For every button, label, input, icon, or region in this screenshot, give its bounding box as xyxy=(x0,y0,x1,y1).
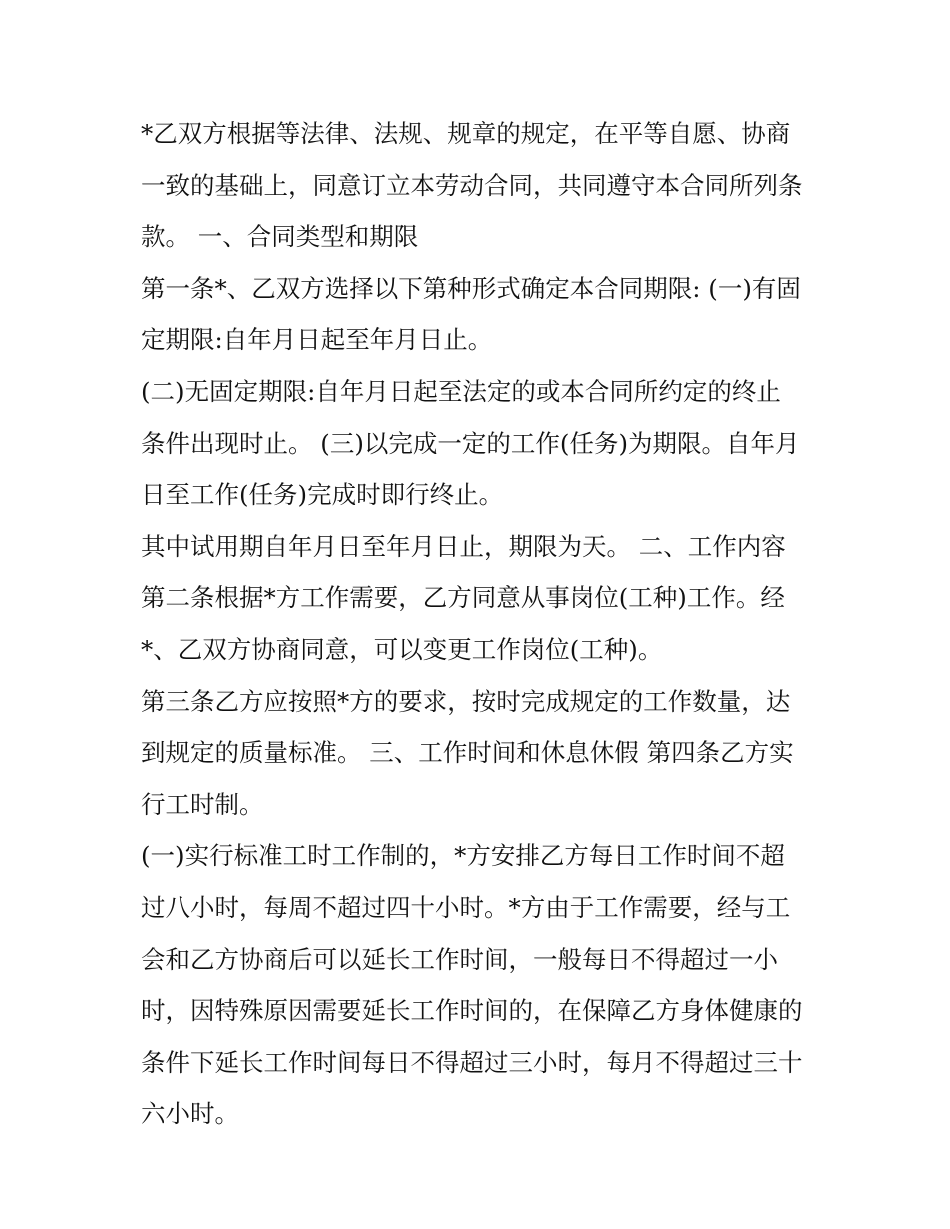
text-line: 行工时制。 xyxy=(141,789,264,819)
contract-text xyxy=(141,108,821,1140)
text-line: *、乙双方协商同意，可以变更工作岗位(工种)。 xyxy=(141,634,663,664)
text-line: 第一条*、乙双方选择以下第种形式确定本合同期限: (一)有固 xyxy=(141,273,801,303)
text-line: (二)无固定期限:自年月日起至法定的或本合同所约定的终止 xyxy=(141,376,781,406)
text-line: 第三条乙方应按照*方的要求，按时完成规定的工作数量，达 xyxy=(141,686,791,716)
text-line: 六小时。 xyxy=(141,1099,239,1129)
text-line: (一)实行标准工时工作制的，*方安排乙方每日工作时间不超 xyxy=(141,841,785,871)
text-line: 过八小时，每周不超过四十小时。*方由于工作需要，经与工 xyxy=(141,892,791,922)
text-line: 日至工作(任务)完成时即行终止。 xyxy=(141,480,504,510)
text-line: 到规定的质量标准。 三、工作时间和休息休假 第四条乙方实 xyxy=(141,738,794,768)
text-line: 条件下延长工作时间每日不得超过三小时，每月不得超过三十 xyxy=(141,1047,803,1077)
text-line: 款。 一、合同类型和期限 xyxy=(141,222,419,252)
text-line: 条件出现时止。 (三)以完成一定的工作(任务)为期限。自年月 xyxy=(141,428,800,458)
text-line: 第二条根据*方工作需要，乙方同意从事岗位(工种)工作。经 xyxy=(141,583,785,613)
text-line: 定期限:自年月日起至年月日止。 xyxy=(141,325,493,355)
text-line: 其中试用期自年月日至年月日止，期限为天。 二、工作内容 xyxy=(141,531,786,561)
text-line: *乙双方根据等法律、法规、规章的规定，在平等自愿、协商 xyxy=(141,119,791,148)
text-line: 时，因特殊原因需要延长工作时间的，在保障乙方身体健康的 xyxy=(141,996,803,1026)
text-line: 一致的基础上，同意订立本劳动合同，共同遵守本合同所列条 xyxy=(141,170,803,200)
text-line: 会和乙方协商后可以延长工作时间，一般每日不得超过一小 xyxy=(141,944,778,974)
